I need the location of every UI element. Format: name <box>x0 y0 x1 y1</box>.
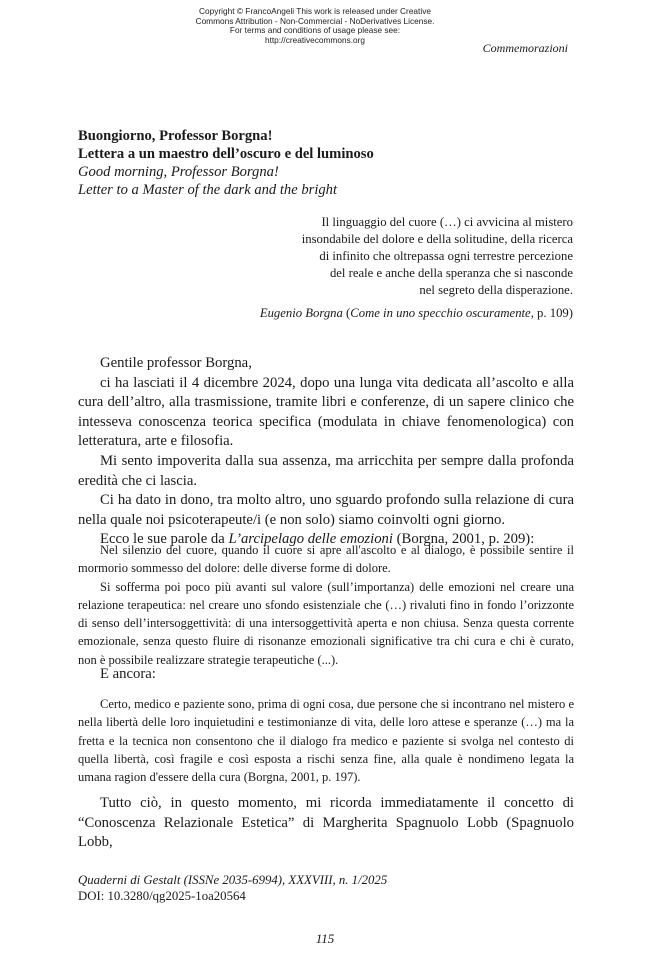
copyright-url: http://creativecommons.org <box>264 34 366 45</box>
epigraph-page: , p. 109) <box>530 306 573 320</box>
quote-paragraph: Certo, medico e paziente sono, prima di ogni cosa, due persone che si incontrano nel mistero e nella libertà delle loro inquietudini e testimonianze di vita, delle loro attese e speranze (…) ma la fretta e la tecnica non consentono che il dialogo fra medico e paziente si svolga nel contesto di quella libertà, così fragile e così esposta a rischi senza fine, alla quale è nondimeno legata la umana ragion d'essere della cura (Borgna, 2001, p. 197). <box>78 697 574 785</box>
copyright-line: For terms and conditions of usage please see: <box>229 25 401 36</box>
paren: ( <box>180 873 188 887</box>
epigraph-line: insondabile del dolore e della solitudine, della ricerca <box>301 232 573 246</box>
text: (Borgna, 2001, p. 209): <box>392 531 535 548</box>
epigraph-line: del reale e anche della speranza che si nasconde <box>329 266 573 280</box>
journal-footer <box>78 872 387 904</box>
quote-paragraph: Si sofferma poi poco più avanti sul valore (sull’importanza) delle emozioni nel creare una relazione terapeutica: nel creare uno sfondo esistenziale che (…) rivaluti fino in fondo l’orizzonte di senso dell’intersoggettività: di una intersoggettività aperta e non chiusa. Senza questa corrente emozionale, senza questo fluire di risonanze emozionali significative tra chi cura e chi è curato, non è possibile realizzare strategie terapeutiche (...). <box>78 579 574 667</box>
letter-body-continuation <box>78 794 574 853</box>
journal-citation <box>78 872 387 888</box>
journal-name: Quaderni di Gestalt <box>78 873 181 887</box>
book-title: L’arcipelago delle emozioni <box>228 531 393 548</box>
running-head: Commemorazioni <box>482 41 568 55</box>
article-title-english: Good morning, Professor Borgna! <box>78 164 279 180</box>
article-subtitle: Lettera a un maestro dell’oscuro e del luminoso <box>78 146 374 162</box>
text: Ecco le sue parole da <box>100 531 229 548</box>
quote-paragraph: Nel silenzio del cuore, quando il cuore si apre all'ascolto e al dialogo, è possibile sentire il mormorio sommesso del dolore: delle diverse forme di dolore. <box>78 543 574 576</box>
article-subtitle-english: Letter to a Master of the dark and the bright <box>78 182 338 198</box>
page-number: 115 <box>315 931 335 946</box>
body-paragraph: ci ha lasciati il 4 dicembre 2024, dopo una lunga vita dedicata all’ascolto e alla cura dell’altro, alla trasmissione, tramite libri e conferenze, di un sapere clinico che intesseva conoscenza teorica specifica (modulata in chiave fenomenologica) con letteratura, arte e filosofia. <box>78 374 574 450</box>
article-titles <box>78 127 578 199</box>
epigraph-attribution <box>260 306 573 321</box>
copyright-line: Commons Attribution - Non-Commercial - NoDerivatives License. <box>195 15 435 26</box>
epigraph <box>200 214 573 299</box>
letter-body-intro <box>78 354 574 550</box>
paren: ( <box>342 306 351 320</box>
issn: ISSNe 2035-6994 <box>187 873 278 887</box>
block-quote <box>78 541 574 669</box>
epigraph-line: di infinito che oltrepassa ogni terrestre percezione <box>319 249 573 263</box>
copyright-line: Copyright © FrancoAngeli This work is released under Creative <box>199 6 431 16</box>
body-paragraph: Mi sento impoverita dalla sua assenza, ma arricchita per sempre dalla profonda eredità che ci lascia. <box>78 452 574 489</box>
epigraph-line: Il linguaggio del cuore (…) ci avvicina al mistero <box>321 215 573 229</box>
doi: DOI: 10.3280/qg2025-1oa20564 <box>78 889 246 903</box>
volume-info: ), XXXVIII, n. 1/2025 <box>277 873 388 887</box>
body-paragraph: Tutto ciò, in questo momento, mi ricorda immediatamente il concetto di “Conoscenza Relazionale Estetica” di Margherita Spagnuolo Lobb (Spagnuolo Lobb, <box>78 795 574 851</box>
epigraph-source-title: Come in uno specchio oscuramente <box>350 306 531 320</box>
block-quote <box>78 695 574 786</box>
letter-body-transition <box>78 665 574 685</box>
salutation: Gentile professor Borgna, <box>100 355 252 371</box>
body-paragraph: E ancora: <box>100 666 156 682</box>
body-paragraph: Ci ha dato in dono, tra molto altro, uno sguardo profondo sulla relazione di cura nella quale noi psicoterapeute/i (e non solo) siamo coinvolti ogni giorno. <box>78 492 574 528</box>
article-title: Buongiorno, Professor Borgna! <box>78 128 273 144</box>
copyright-notice <box>150 7 480 45</box>
epigraph-line: nel segreto della disperazione. <box>419 283 573 297</box>
epigraph-author: Eugenio Borgna <box>259 306 343 320</box>
